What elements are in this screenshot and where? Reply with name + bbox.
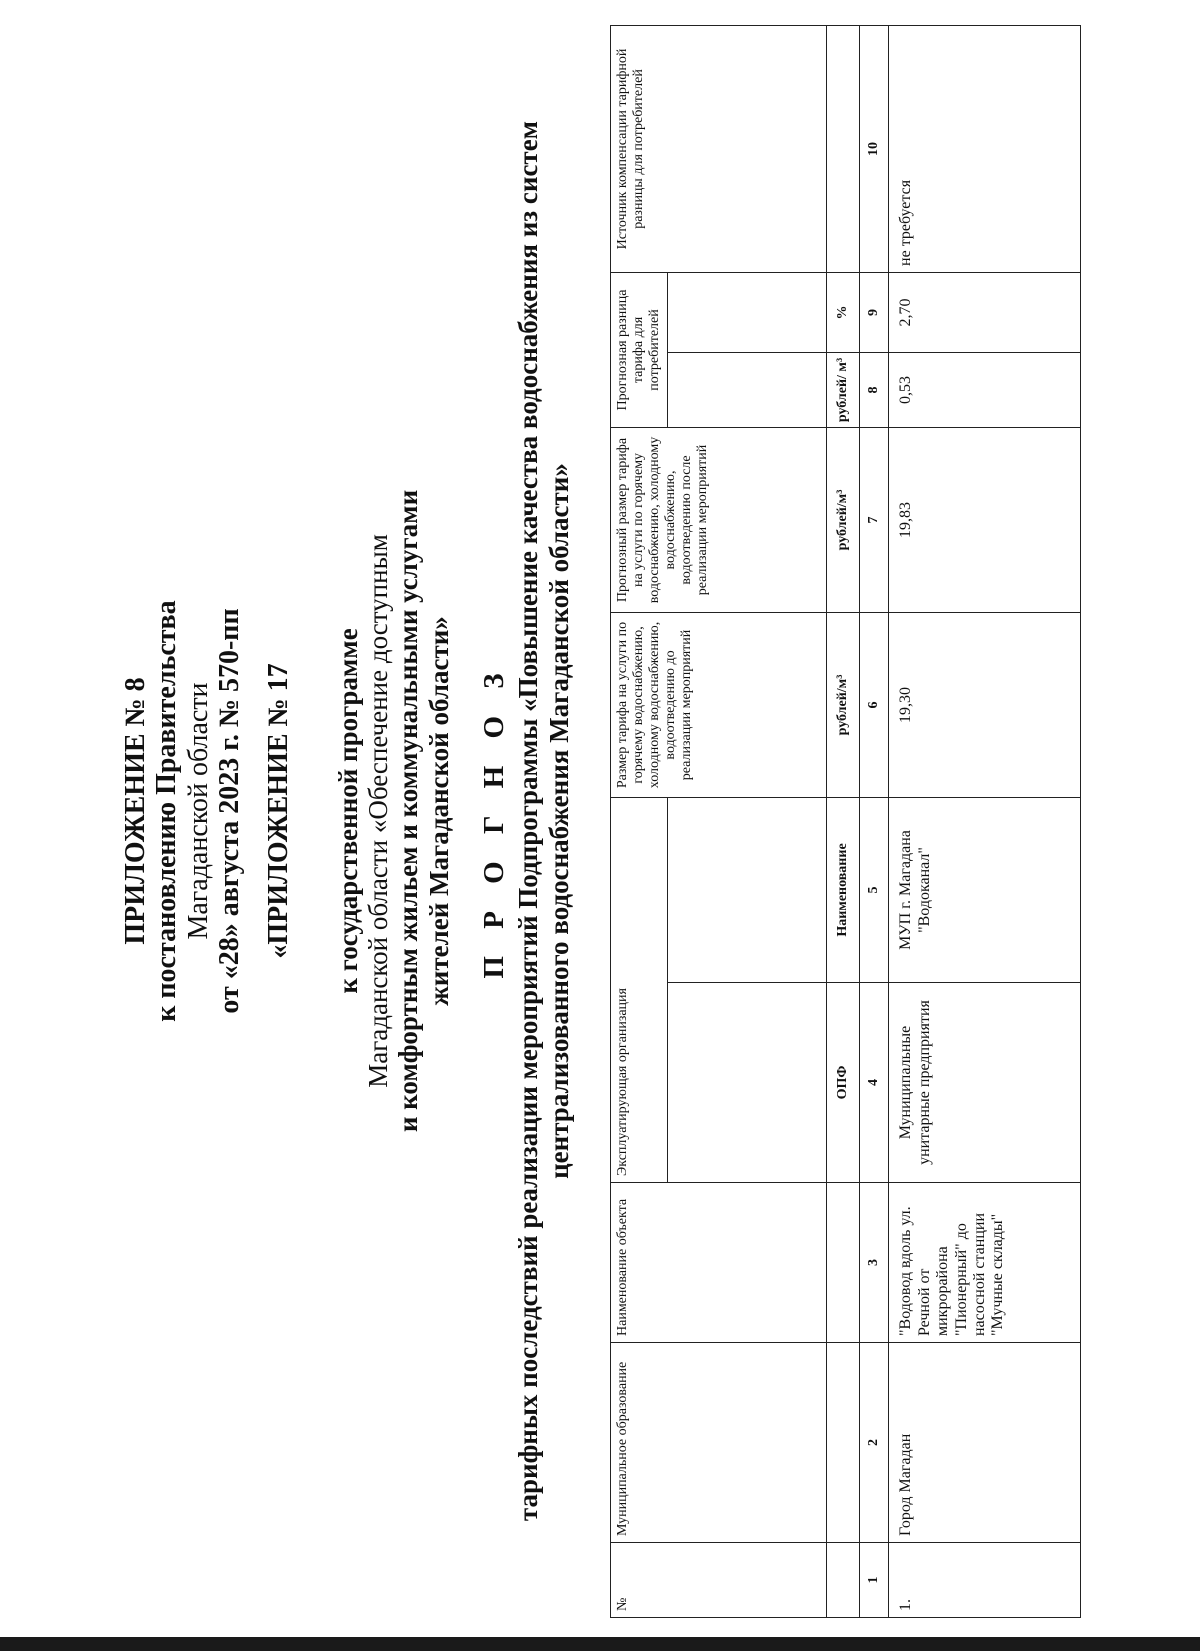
unit-col6: рублей/м³ [827,612,860,797]
col-number: 4 [860,983,889,1183]
header-spacer-name [668,797,827,982]
cell-diff-pct: 2,70 [889,272,1081,352]
col-number: 6 [860,612,889,797]
header-opf: ОПФ [827,983,860,1183]
col-number: 7 [860,427,889,612]
cell-object: "Водовод вдоль ул. Речной от микрорайона "Пионерный" до насосной станции "Мучные склады" [889,1183,1081,1343]
program-line4: жителей Магаданской области» [423,616,454,1006]
header-tariff-after: Прогнозный размер тарифа на услуги по горячему водоснабжению, холодному водоснабжению, водоотведению после реализации мероприятий [611,427,827,612]
forecast-table [610,25,1081,1618]
header-object: Наименование объекта [611,1183,827,1343]
header-num: № [611,1543,827,1618]
document-title [478,51,575,1591]
header-difference: Прогнозная разница тарифа для потребителей [611,272,668,427]
appendix-title: ПРИЛОЖЕНИЕ № 8 [120,677,151,945]
appendix-title2: «ПРИЛОЖЕНИЕ № 17 [263,663,295,959]
appendix-line2: Магаданской области [182,682,214,940]
cell-opf: Муниципальные унитарные предприятия [889,983,1081,1183]
header-row [611,25,668,1617]
header-operator: Эксплуатирующая организация [611,797,668,1182]
program-line1: к государственной программе [333,628,363,994]
col-number: 10 [860,25,889,272]
col-number: 5 [860,797,889,982]
program-line3: и комфортным жильем и коммунальными услугами [393,489,424,1133]
header-spacer-diff-pct [668,272,827,352]
header-spacer-diff-rub [668,352,827,427]
col-number: 8 [860,352,889,427]
cell-tariff-before: 19,30 [889,612,1081,797]
appendix-line1: к постановлению Правительства [151,600,183,1022]
program-line2: Магаданской области «Обеспечение доступным [363,534,394,1088]
cell-tariff-after: 19,83 [889,427,1081,612]
col-number: 1 [860,1543,889,1618]
unit-col8: рублей/ м³ [827,352,860,427]
title-line2: централизованного водоснабжения Магаданской области» [544,463,575,1179]
header-spacer-opf [668,983,827,1183]
header-municipality: Муниципальное образование [611,1343,827,1543]
col-number: 2 [860,1343,889,1543]
units-row [827,25,860,1617]
cell-diff-rub: 0,53 [889,352,1081,427]
header-source: Источник компенсации тарифной разницы для потребителей [611,25,827,272]
cell-name: МУП г. Магадана "Водоканал" [889,797,1081,982]
cell-source: не требуется [889,25,1081,272]
cell-municipality: Город Магадан [889,1343,1081,1543]
appendix-line3: от «28» августа 2023 г. № 570-пп [214,608,246,1014]
program-block [333,211,454,1411]
unit-col9: % [827,272,860,352]
scan-edge-bar [0,1637,1200,1651]
column-number-row [860,25,889,1617]
header-tariff-before: Размер тарифа на услуги по горячему водоснабжению, холодному водоснабжению, водоотведению до реализации мероприятий [611,612,827,797]
col-number: 9 [860,272,889,352]
appendix-block [120,211,295,1411]
prognoz-heading: П Р О Г Н О З [478,663,510,979]
title-line1: тарифных последствий реализации мероприятий Подпрограммы «Повышение качества водоснабжения из систем [513,120,544,1522]
header-name: Наименование [827,797,860,982]
cell-num: 1. [889,1543,1081,1618]
unit-col7: рублей/м³ [827,427,860,612]
col-number: 3 [860,1183,889,1343]
table-row [889,25,1081,1617]
